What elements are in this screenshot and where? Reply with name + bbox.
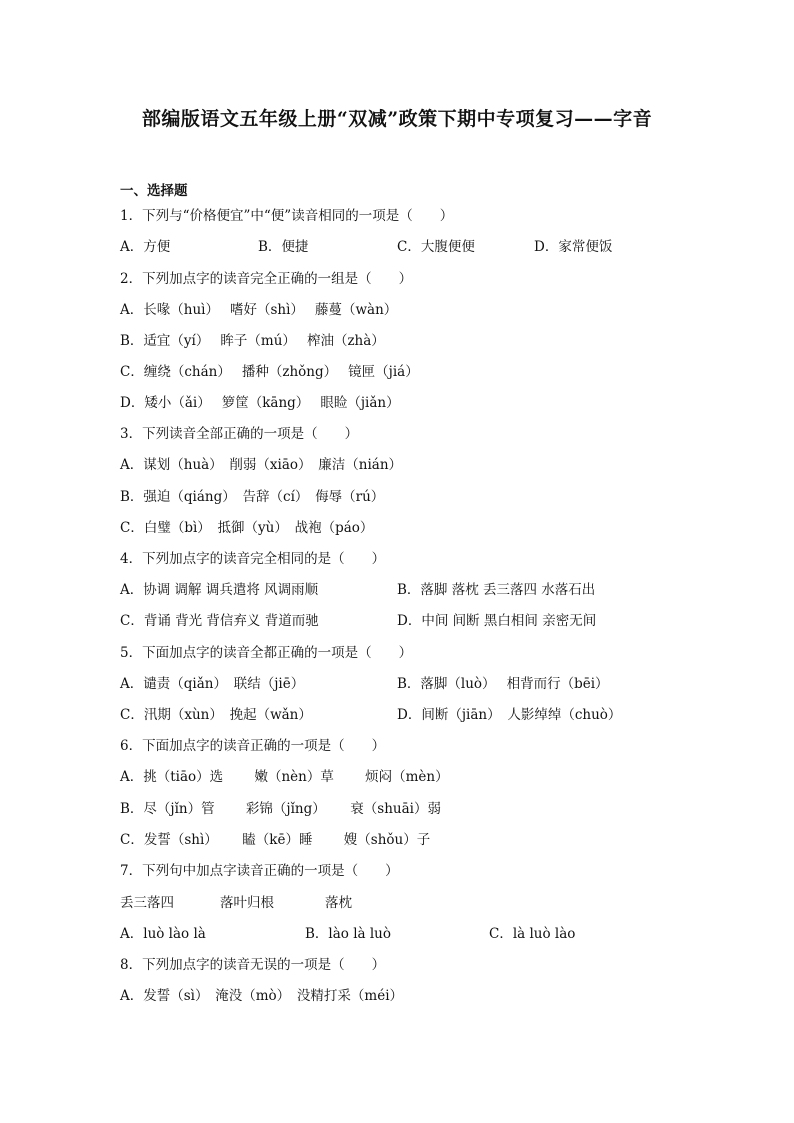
question-4-stem: 4．下列加点字的读音完全相同的是（ ） <box>120 551 386 567</box>
question-1-stem: 1．下列与“价格便宜”中“便”读音相同的一项是（ ） <box>120 208 454 224</box>
question-3-option-b: B．强迫（qiáng） 告辞（cí） 侮辱（rú） <box>120 489 385 505</box>
option-c: C．大腹便便 <box>397 239 475 255</box>
word-1: 丢三落四 <box>120 895 174 911</box>
question-3-option-a: A．谋划（huà） 削弱（xiāo） 廉洁（nián） <box>120 457 403 473</box>
option-a: A．谴责（qiǎn） 联结（jiē） <box>120 676 305 692</box>
question-2-option-a: A．长喙（huì） 嗜好（shì） 藤蔓（wàn） <box>120 302 398 318</box>
option-b: B．便捷 <box>258 239 309 255</box>
option-a: A．方便 <box>120 239 171 255</box>
option-c: C．汛期（xùn） 挽起（wǎn） <box>120 707 312 723</box>
section-heading: 一、选择题 <box>120 183 188 199</box>
question-5-stem: 5．下面加点字的读音全都正确的一项是（ ） <box>120 645 413 661</box>
option-b: B．lào là luò <box>305 926 392 942</box>
word-2: 落叶归根 <box>220 895 274 911</box>
option-a: A．luò lào là <box>120 926 206 942</box>
question-7-stem: 7．下列句中加点字读音正确的一项是（ ） <box>120 863 399 879</box>
option-d: D．间断（jiān） 人影绰绰（chuò） <box>397 707 622 723</box>
page-title: 部编版语文五年级上册“双减”政策下期中专项复习——字音 <box>141 108 653 130</box>
question-2-option-c: C．缠绕（chán） 播种（zhǒng） 镜匣（jiá） <box>120 364 419 380</box>
question-6-option-a: A．挑（tiāo）选 嫩（nèn）草 烦闷（mèn） <box>120 769 449 785</box>
question-6-option-c: C．发誓（shì） 瞌（kē）睡 嫂（shǒu）子 <box>120 832 431 848</box>
option-d: D．家常便饭 <box>534 239 613 255</box>
question-8-stem: 8．下列加点字的读音无误的一项是（ ） <box>120 957 386 973</box>
question-2-option-d: D．矮小（ǎi） 箩筐（kāng） 眼睑（jiǎn） <box>120 395 400 411</box>
question-3-option-c: C．白璧（bì） 抵御（yù） 战袍（páo） <box>120 520 374 536</box>
option-b: B．落脚 落枕 丢三落四 水落石出 <box>397 582 596 598</box>
option-a: A．协调 调解 调兵遣将 风调雨顺 <box>120 582 319 598</box>
question-2-option-b: B．适宜（yí） 眸子（mú） 榨油（zhà） <box>120 333 385 349</box>
option-d: D．中间 间断 黑白相间 亲密无间 <box>397 613 597 629</box>
option-b: B．落脚（luò） 相背而行（bēi） <box>397 676 609 692</box>
question-8-option-a: A．发誓（sì） 淹没（mò） 没精打采（méi） <box>120 988 404 1004</box>
option-c: C．là luò lào <box>489 926 576 942</box>
option-c: C．背诵 背光 背信弃义 背道而驰 <box>120 613 319 629</box>
question-6-stem: 6．下面加点字的读音正确的一项是（ ） <box>120 738 386 754</box>
question-3-stem: 3．下列读音全部正确的一项是（ ） <box>120 426 359 442</box>
question-6-option-b: B．尽（jǐn）管 彩锦（jǐng） 衰（shuāi）弱 <box>120 801 441 817</box>
question-2-stem: 2．下列加点字的读音完全正确的一组是（ ） <box>120 271 413 287</box>
word-3: 落枕 <box>325 895 352 911</box>
